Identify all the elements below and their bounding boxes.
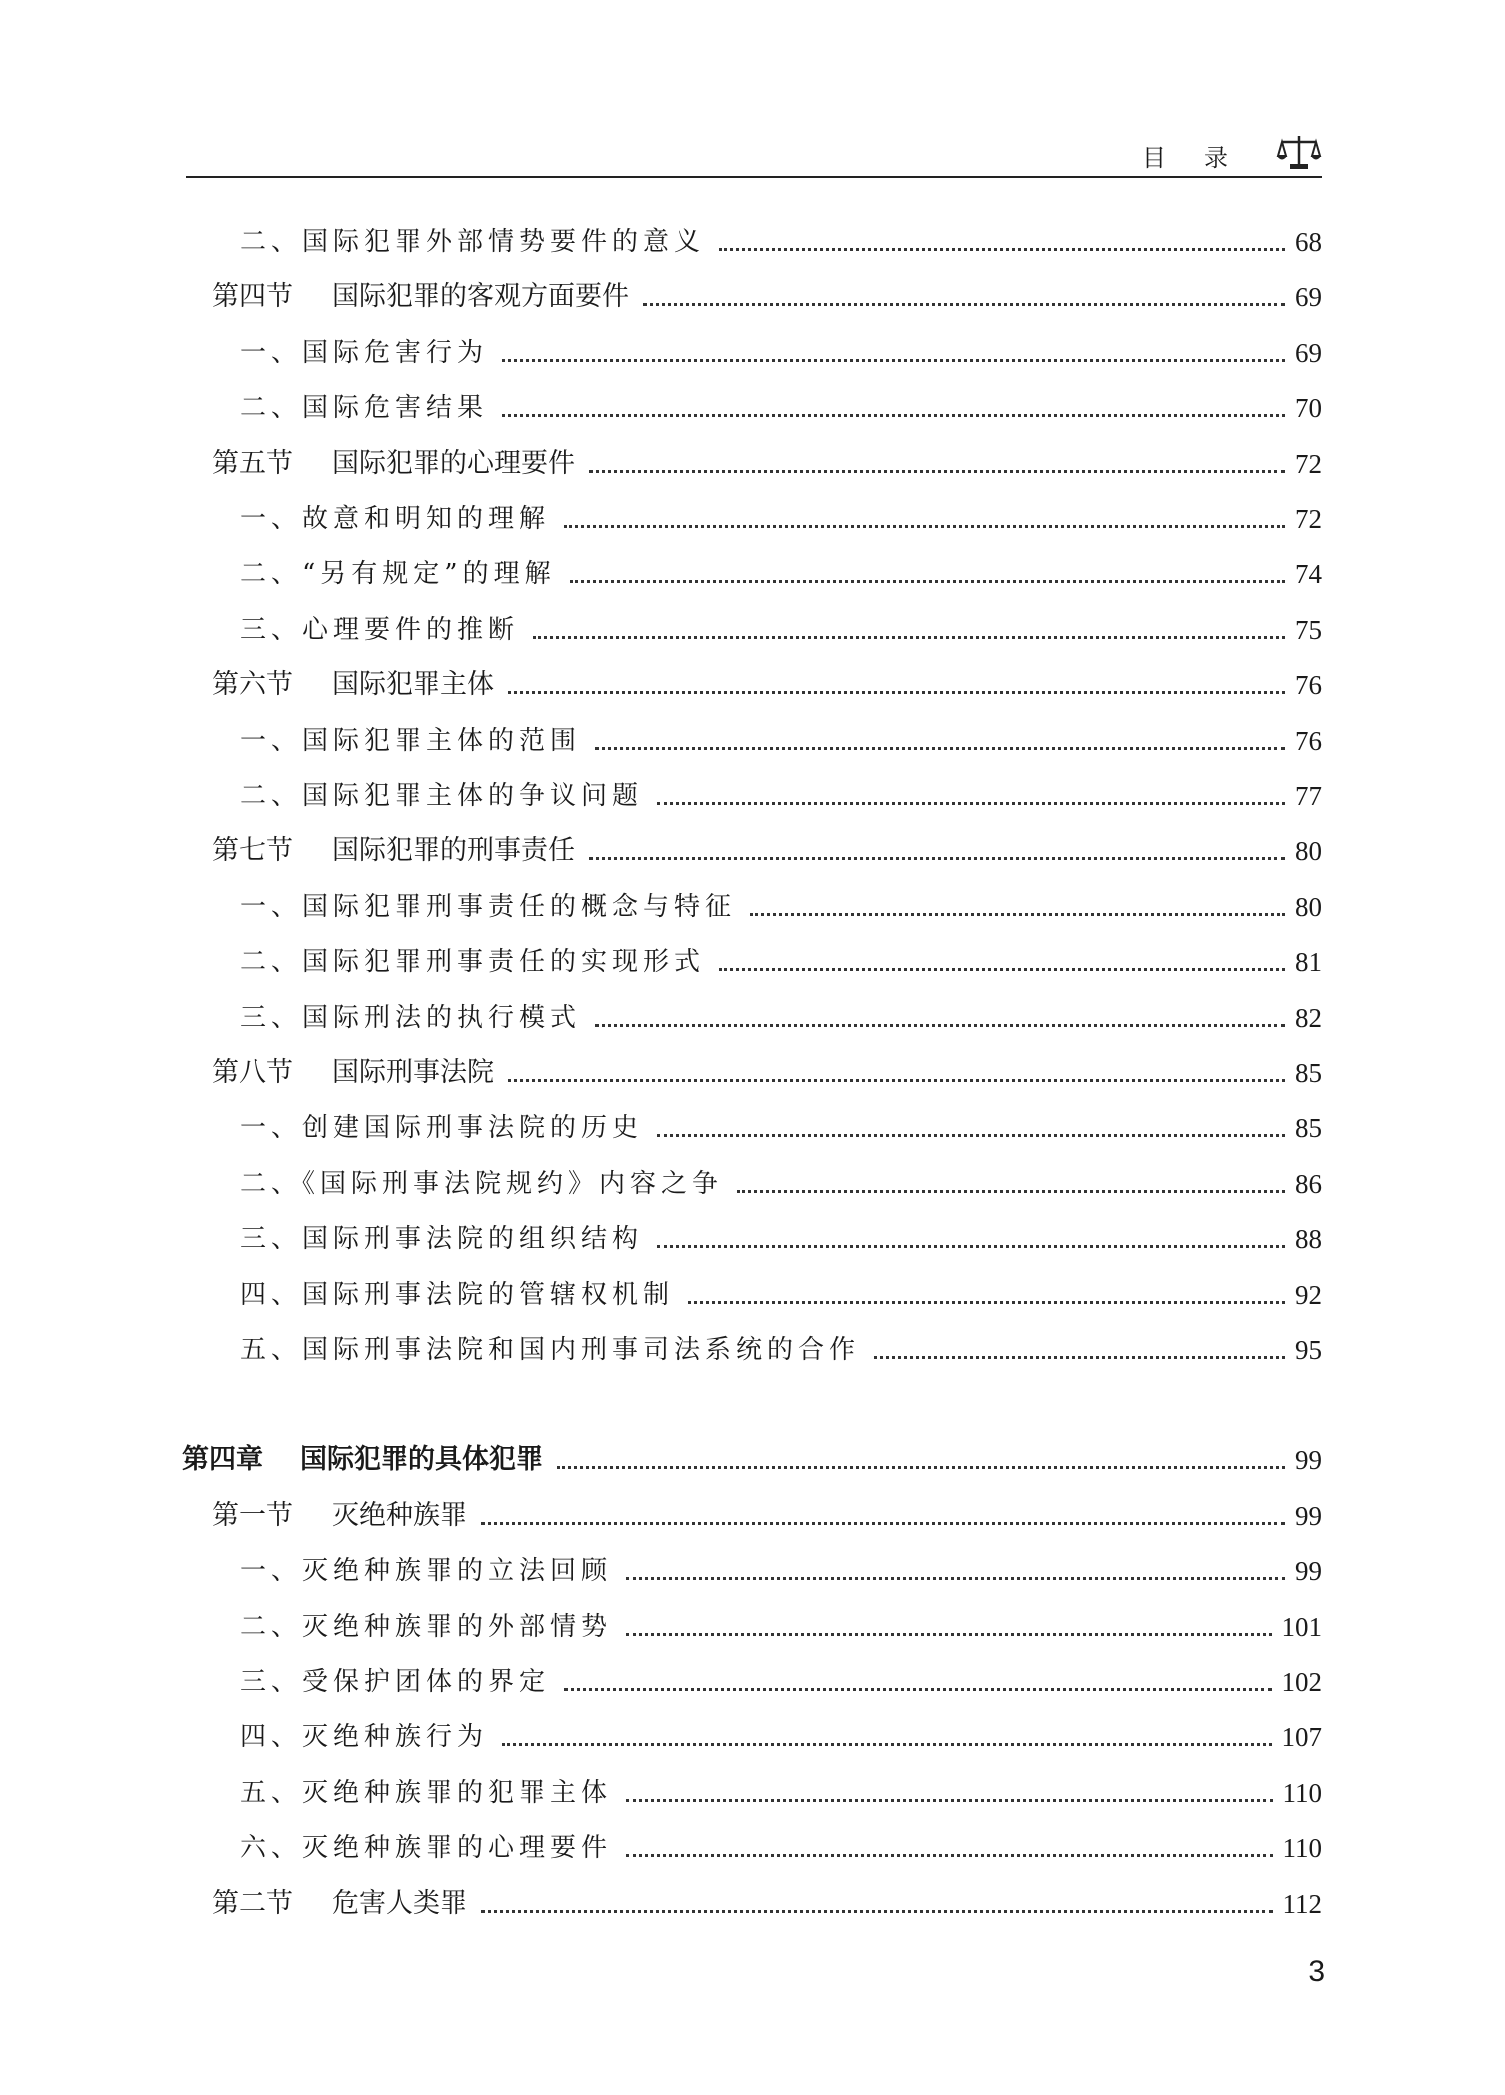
toc-entry-text: 国际犯罪的客观方面要件 <box>332 281 629 313</box>
toc-entry-text: 国际犯罪的心理要件 <box>332 447 575 479</box>
toc-entry-title <box>240 941 705 978</box>
toc-entry-text: 四、灭绝种族行为 <box>240 1722 489 1753</box>
toc-entry-page: 81 <box>1295 947 1322 978</box>
toc-entry-page: 69 <box>1295 337 1322 368</box>
toc-entry-title <box>240 1107 643 1144</box>
toc-entry-title <box>240 387 488 424</box>
dot-leader <box>502 359 1285 362</box>
toc-entry-page: 92 <box>1295 1279 1322 1310</box>
toc-entry-number: 第八节 <box>212 1057 293 1088</box>
toc-entry-page: 72 <box>1295 448 1322 479</box>
toc-entry-title <box>240 1772 612 1809</box>
toc-entry-text: 六、灭绝种族罪的心理要件 <box>240 1833 613 1864</box>
toc-section <box>212 661 1322 701</box>
toc-item <box>240 1104 1322 1144</box>
toc-entry-page: 77 <box>1295 781 1322 811</box>
toc-entry-title <box>212 441 575 480</box>
dot-leader <box>595 1024 1285 1027</box>
toc-item <box>240 938 1322 978</box>
page-number: 3 <box>1308 1955 1325 1988</box>
toc-item <box>240 1160 1322 1200</box>
toc-entry-page: 74 <box>1295 559 1322 590</box>
toc-entry-page: 86 <box>1295 1168 1322 1199</box>
toc-item <box>240 1271 1322 1311</box>
toc-entry-title <box>240 1218 643 1255</box>
toc-entry-text: 国际犯罪主体 <box>332 669 494 701</box>
toc-item <box>240 717 1322 757</box>
toc-section <box>212 827 1322 867</box>
toc-entry-page: 99 <box>1295 1500 1322 1531</box>
toc-entry-title <box>240 332 488 369</box>
toc-entry-page: 112 <box>1282 1888 1322 1919</box>
dot-leader <box>719 968 1285 971</box>
toc-entry-page: 110 <box>1282 1777 1322 1808</box>
toc-entry-title <box>212 1493 467 1532</box>
dot-leader <box>481 1910 1273 1913</box>
toc-entry-text: 二、“另有规定”的理解 <box>240 559 556 590</box>
toc-section <box>212 1492 1322 1532</box>
toc-entry-page: 88 <box>1295 1224 1322 1255</box>
dot-leader <box>657 1245 1285 1248</box>
toc-entry-title <box>240 1163 723 1200</box>
toc-entry-title <box>212 1881 467 1920</box>
toc-entry-title <box>240 775 643 812</box>
toc-entry-page: 82 <box>1295 1002 1322 1033</box>
toc-entry-title <box>212 1050 494 1089</box>
running-header <box>186 130 1322 178</box>
dot-leader <box>564 1688 1271 1691</box>
toc-entry-title <box>240 886 736 923</box>
toc-entry-text: 二、国际危害结果 <box>240 393 489 424</box>
dot-leader <box>508 691 1285 694</box>
toc-entry-title <box>240 1661 550 1698</box>
toc-entry-number: 第四章 <box>182 1444 263 1476</box>
toc-entry-page: 102 <box>1281 1667 1322 1697</box>
dot-leader <box>502 414 1285 417</box>
scales-of-justice-icon <box>1276 132 1322 172</box>
toc-entry-text: 危害人类罪 <box>332 1887 467 1919</box>
toc-item <box>240 1824 1322 1864</box>
dot-leader <box>737 1190 1285 1193</box>
dot-leader <box>626 1799 1272 1802</box>
toc-entry-title <box>240 498 550 535</box>
toc-entry-title <box>240 553 556 590</box>
toc-item <box>240 1713 1322 1753</box>
toc-entry-page: 68 <box>1295 227 1322 257</box>
toc-item <box>240 1658 1322 1698</box>
toc-entry-title <box>240 1329 860 1366</box>
toc-entry-text: 三、国际刑事法院的组织结构 <box>240 1224 644 1255</box>
toc-entry-title <box>240 609 519 646</box>
toc-entry-title <box>240 1550 612 1587</box>
toc-item <box>240 772 1322 812</box>
toc-entry-text: 五、灭绝种族罪的犯罪主体 <box>240 1777 613 1808</box>
toc-item <box>240 1547 1322 1587</box>
toc-entry-text: 灭绝种族罪 <box>332 1499 467 1531</box>
toc-entry-title <box>240 720 581 757</box>
dot-leader <box>719 248 1285 251</box>
toc-item <box>240 495 1322 535</box>
dot-leader <box>688 1301 1285 1304</box>
header-title: 目录 <box>1142 144 1266 172</box>
dot-leader <box>564 525 1285 528</box>
toc-entry-text: 二、国际犯罪刑事责任的实现形式 <box>240 947 706 978</box>
toc-item <box>240 550 1322 590</box>
toc-entry-title <box>240 1827 612 1864</box>
dot-leader <box>626 1633 1271 1636</box>
toc-entry-title <box>212 828 575 867</box>
toc-entry-text: 三、受保护团体的界定 <box>240 1667 551 1697</box>
toc-entry-page: 70 <box>1295 393 1322 424</box>
toc-entry-title <box>212 274 629 313</box>
toc-entry-page: 69 <box>1295 282 1322 313</box>
toc-item <box>240 1215 1322 1255</box>
dot-leader <box>626 1854 1272 1857</box>
toc-section <box>212 440 1322 480</box>
toc-entry-text: 一、国际犯罪主体的范围 <box>240 725 582 756</box>
toc-entry-number: 第一节 <box>212 1499 293 1531</box>
toc-entry-page: 107 <box>1281 1722 1322 1753</box>
dot-leader <box>570 580 1285 583</box>
toc-entry-page: 75 <box>1295 614 1322 645</box>
dot-leader <box>589 470 1285 473</box>
toc-entry-text: 一、灭绝种族罪的立法回顾 <box>240 1556 613 1587</box>
dot-leader <box>626 1577 1285 1580</box>
toc-entry-page: 99 <box>1295 1445 1322 1476</box>
toc-entry-page: 85 <box>1295 1113 1322 1144</box>
toc-item <box>240 329 1322 369</box>
toc-entry-text: 国际犯罪的刑事责任 <box>332 835 575 867</box>
dot-leader <box>502 1743 1271 1746</box>
toc-entry-page: 110 <box>1282 1833 1322 1864</box>
toc-entry-page: 76 <box>1295 725 1322 756</box>
toc-entry-page: 80 <box>1295 836 1322 867</box>
toc-entry-text: 二、国际犯罪外部情势要件的意义 <box>240 227 706 257</box>
toc-item <box>240 1603 1322 1643</box>
toc-entry-number: 第七节 <box>212 835 293 867</box>
toc-entry-text: 一、国际危害行为 <box>240 337 489 368</box>
toc-entry-title <box>240 221 705 258</box>
dot-leader <box>643 303 1285 306</box>
toc-section <box>212 273 1322 313</box>
toc-item <box>240 606 1322 646</box>
toc-item <box>240 384 1322 424</box>
toc-item <box>240 1326 1322 1366</box>
toc-entry-page: 72 <box>1295 504 1322 534</box>
toc-section <box>212 1880 1322 1920</box>
toc-entry-page: 101 <box>1281 1611 1322 1642</box>
dot-leader <box>508 1079 1285 1082</box>
toc-entry-text: 二、《国际刑事法院规约》内容之争 <box>240 1168 724 1199</box>
toc-item <box>240 1769 1322 1809</box>
toc-entry-text: 国际刑事法院 <box>332 1057 494 1088</box>
toc-entry-text: 国际犯罪的具体犯罪 <box>300 1444 543 1476</box>
dot-leader <box>874 1356 1285 1359</box>
toc-item <box>240 883 1322 923</box>
toc-entry-title <box>182 1437 543 1476</box>
toc-entry-page: 99 <box>1295 1556 1322 1587</box>
dot-leader <box>657 1134 1285 1137</box>
toc-section <box>212 1049 1322 1089</box>
toc-entry-title <box>240 1606 612 1643</box>
toc-entry-text: 二、灭绝种族罪的外部情势 <box>240 1611 613 1642</box>
dot-leader <box>557 1466 1285 1469</box>
toc-entry-number: 第二节 <box>212 1887 293 1919</box>
dot-leader <box>595 747 1285 750</box>
toc-entry-text: 四、国际刑事法院的管辖权机制 <box>240 1279 675 1310</box>
toc-entry-page: 76 <box>1295 670 1322 701</box>
toc-item <box>240 994 1322 1034</box>
toc-entry-number: 第五节 <box>212 447 293 479</box>
dot-leader <box>481 1522 1285 1525</box>
dot-leader <box>533 636 1285 639</box>
dot-leader <box>657 802 1285 805</box>
toc-entry-text: 一、国际犯罪刑事责任的概念与特征 <box>240 891 737 922</box>
dot-leader <box>589 857 1285 860</box>
toc-entry-title <box>240 1716 488 1753</box>
toc-entry-title <box>240 997 581 1034</box>
toc-entry-title <box>240 1274 674 1311</box>
toc-entry-text: 三、国际刑法的执行模式 <box>240 1002 582 1033</box>
toc-entry-text: 三、心理要件的推断 <box>240 614 520 645</box>
toc-entry-text: 一、创建国际刑事法院的历史 <box>240 1113 644 1144</box>
toc-entry-number: 第四节 <box>212 281 293 313</box>
toc-entry-text: 二、国际犯罪主体的争议问题 <box>240 781 644 811</box>
toc-item <box>240 218 1322 258</box>
toc-entry-title <box>212 662 494 701</box>
dot-leader <box>750 913 1285 916</box>
toc-entry-text: 一、故意和明知的理解 <box>240 504 551 534</box>
toc-entry-page: 80 <box>1295 891 1322 922</box>
toc-entry-page: 95 <box>1295 1335 1322 1365</box>
toc-entry-text: 五、国际刑事法院和国内刑事司法系统的合作 <box>240 1335 861 1365</box>
toc-entry-page: 85 <box>1295 1058 1322 1088</box>
toc-entry-number: 第六节 <box>212 669 293 701</box>
toc-chapter <box>182 1436 1322 1476</box>
